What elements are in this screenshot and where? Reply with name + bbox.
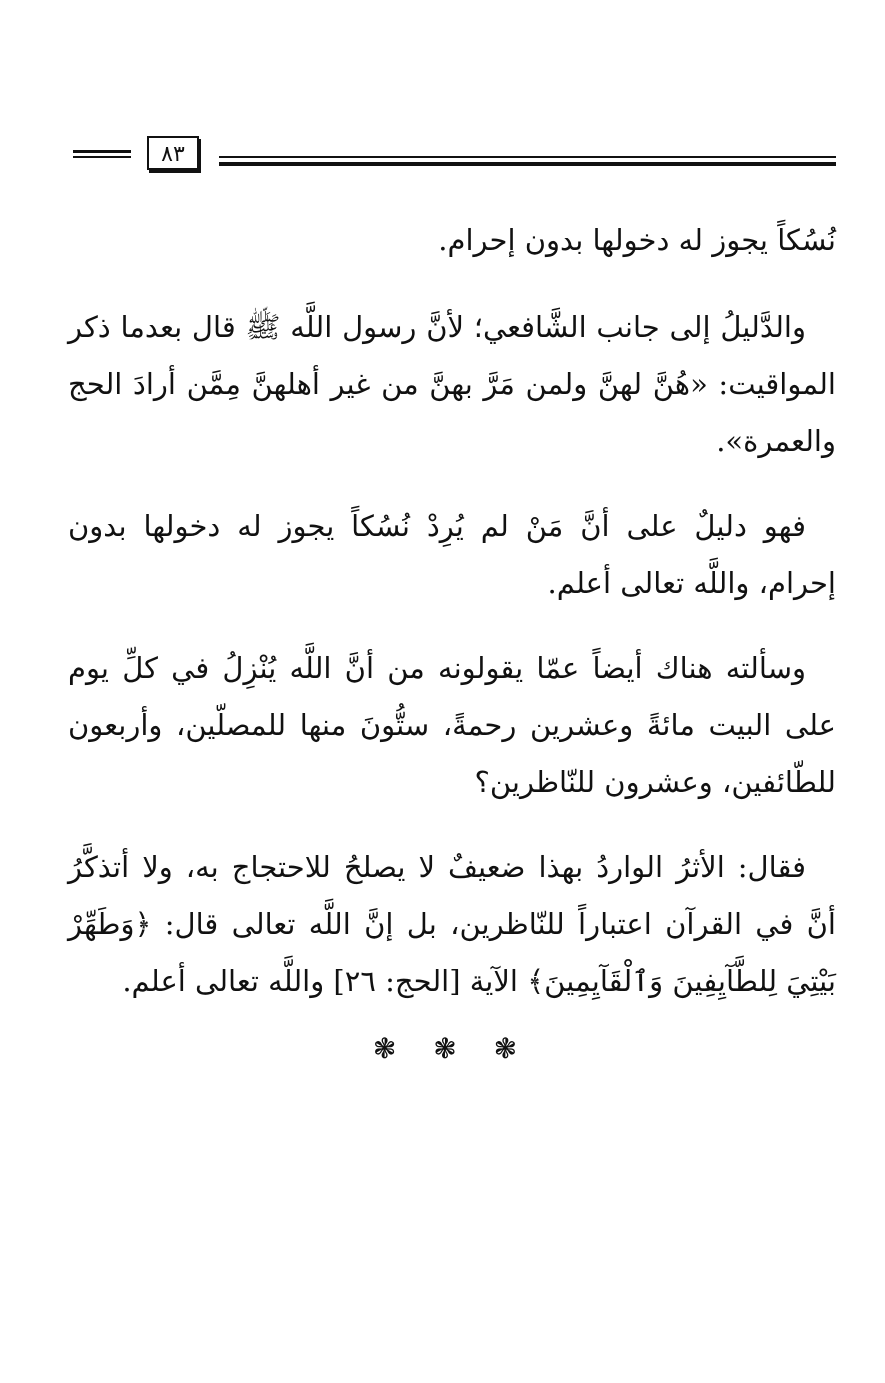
paragraph-answer: فقال: الأثرُ الواردُ بهذا ضعيفٌ لا يصلحُ للاحتجاج به، ولا أتذكَّرُ أنَّ في القرآن اعتباراً للنّاظرين، بل إنَّ اللَّه تعالى قال: ﴿وَطَهِّرْ بَيْتِيَ لِلطَّآيِفِينَ وَٱلْقَآيِمِينَ﴾ الآية [الحج: ٢٦] واللَّه تعالى أعلم. — [68, 850, 836, 998]
page-body — [68, 212, 836, 1077]
page-header — [0, 136, 885, 176]
paragraph-question: وسألته هناك أيضاً عمّا يقولونه من أنَّ اللَّه يُنْزِلُ في كلِّ يوم على البيت مائةً وعشرين رحمةً، ستُّونَ منها للمصلّين، وأربعون للطّائفين، وعشرون للنّاظرين؟ — [68, 651, 836, 799]
paragraph-conclusion: فهو دليلٌ على أنَّ مَنْ لم يُرِدْ نُسُكاً يجوز له دخولها بدون إحرام، واللَّه تعالى أعلم. — [68, 509, 836, 600]
page-number: ٨٣ — [147, 136, 199, 170]
header-rule-right-thin — [219, 156, 836, 158]
header-rule-left-thin — [73, 156, 131, 158]
header-rule-left — [73, 150, 131, 153]
header-rule-right — [219, 162, 836, 166]
paragraph-evidence: والدَّليلُ إلى جانب الشَّافعي؛ لأنَّ رسول اللَّه ﷺ قال بعدما ذكر المواقيت: «هُنَّ لهنَّ ولمن مَرَّ بهنَّ من غير أهلهنَّ مِمَّن أرادَ الحج والعمرة». — [68, 310, 836, 458]
paragraph-continuation: نُسُكاً يجوز له دخولها بدون إحرام. — [438, 223, 836, 257]
section-separator: ❃ ❃ ❃ — [372, 1032, 532, 1065]
